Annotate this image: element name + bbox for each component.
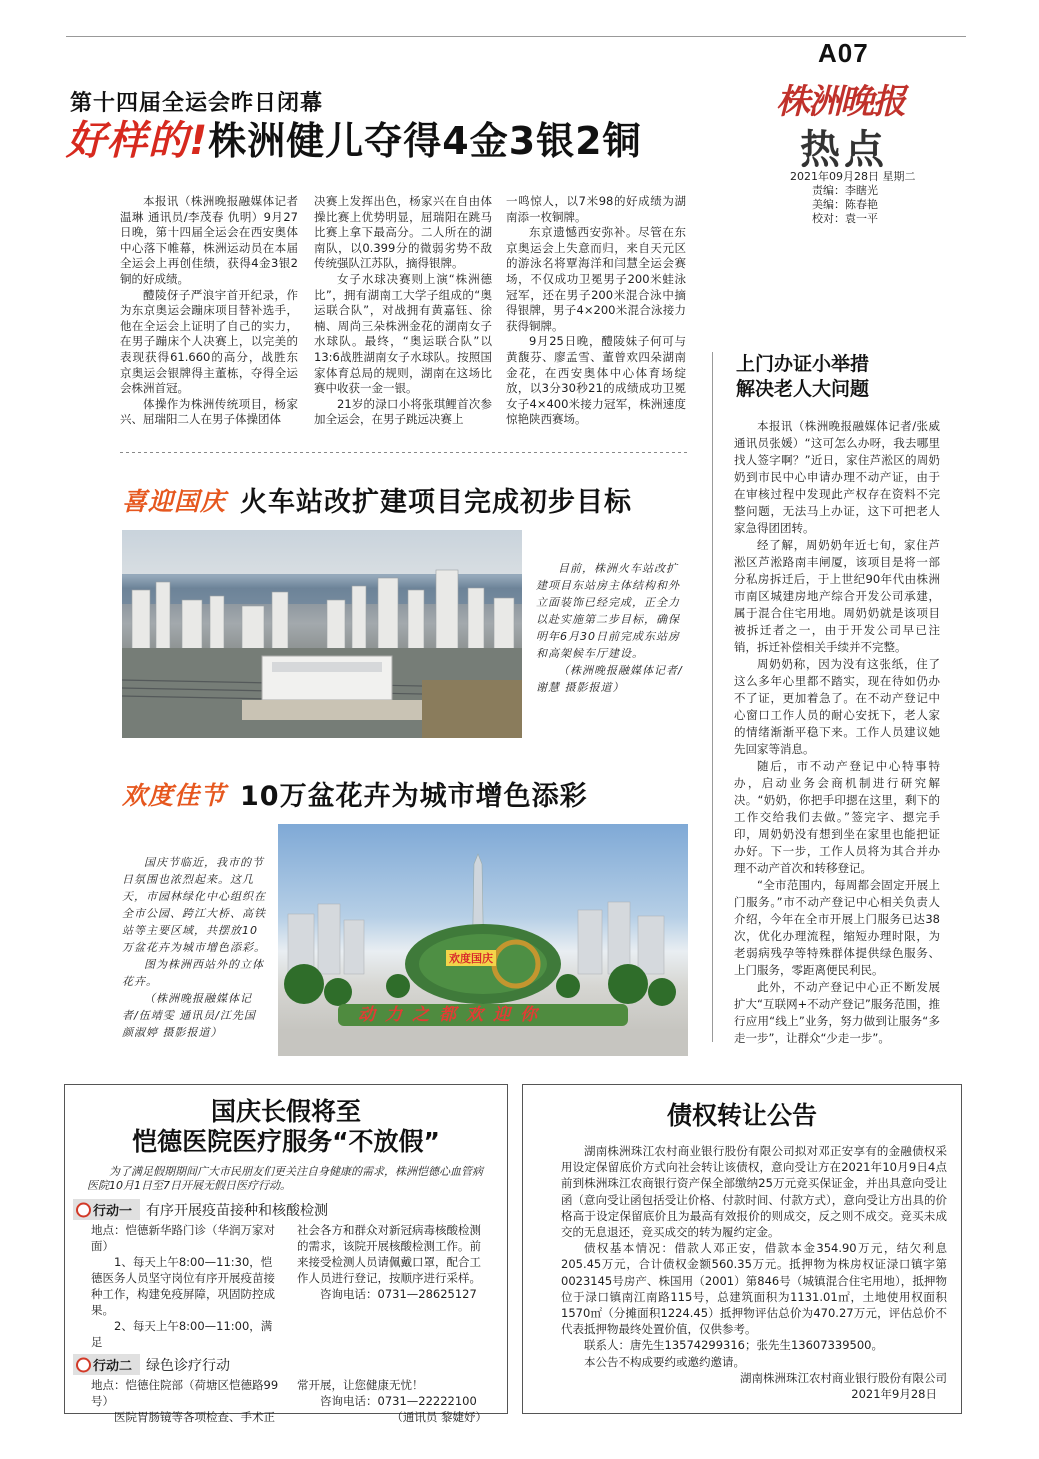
caption-credit: （株洲晚报融媒体记者/伍靖雯 通讯员/江先国 颜淑婷 摄影报道） <box>122 992 256 1039</box>
lead-column-2 <box>314 194 492 428</box>
story2-heading <box>122 480 632 519</box>
phone-line: 咨询电话：0731—22222100 <box>320 1394 477 1408</box>
text-line: 社会各方和群众对新冠病毒核酸检测的需求，该院开展核酸检测工作。前来接受检测人员请佩戴口罩，配合工作人员进行登记，按顺序进行采样。 <box>297 1223 481 1285</box>
newspaper-logo: 株洲晚报 <box>776 82 904 122</box>
lead-column-3 <box>506 194 686 428</box>
action-one-label: 行动一 <box>73 1199 140 1220</box>
story2-caption <box>536 560 686 696</box>
text-line: 1、每天上午8:00—11:30，恺德医务人员坚守岗位有序开展疫苗接种工作，构建免疫屏障，巩固防控成果。 <box>91 1255 275 1317</box>
issue-date: 2021年09月28日 星期二 <box>790 170 916 183</box>
flower-display-photo <box>278 824 688 1056</box>
section-title: 热点 <box>800 126 888 173</box>
caption-text: 目前，株洲火车站改扩建项目东站房主体结构和外立面装饰已经完成，正全力以赴实施第二步目标，确保明年6月30日前完成东站房和高架候车厅建设。 <box>536 562 680 660</box>
action-one-title: 有序开展疫苗接种和核酸检测 <box>146 1202 329 1219</box>
ad-credit: （通讯员 黎婕妤） <box>391 1410 487 1424</box>
proof-credit: 校对：袁一平 <box>812 212 878 225</box>
paragraph: “全市范围内，每周都会固定开展上门服务。”市不动产登记中心相关负责人介绍，今年在全市开展上门服务已达38次，优化办理流程，缩短办理时限，为老弱病残孕等特殊群体提供绿色服务、上门服务，零距离便民利民。 <box>734 878 940 977</box>
paragraph: 21岁的渌口小将张琪鲤首次参加全运会，在男子跳远决赛上 <box>314 396 492 427</box>
paragraph: 随后，市不动产登记中心特事特办，启动业务会商机制进行研究解决。“奶奶，你把手印摁在这里，剩下的工作交给我们去做。”签完字、摁完手印，周奶奶没有想到坐在家里也能把证办好。下一步，工作人员将为其合并办理不动产首次和转移登记。 <box>734 759 940 875</box>
action-two-right <box>297 1377 487 1425</box>
station-illustration <box>122 530 522 738</box>
hospital-ad-title: 国庆长假将至 恺德医院医疗服务“不放假” <box>132 1097 440 1156</box>
text-line: 2、每天上午8:00—11:00，满足 <box>91 1319 273 1349</box>
debt-notice-body <box>561 1143 947 1402</box>
flower-sign-small: 欢度国庆 <box>446 950 496 966</box>
text-line: 地点：恺德新华路门诊（华润万家对面） <box>91 1223 275 1253</box>
issue-meta <box>790 170 950 226</box>
action-two-title: 绿色诊疗行动 <box>146 1357 231 1374</box>
text-line: 医院胃肠镜等各项检查、手术正 <box>114 1410 275 1424</box>
page-number: A07 <box>818 38 869 68</box>
lead-headline-main: 株洲健儿夺得4金3银2铜 <box>208 119 642 163</box>
caption-text: 图为株洲西站外的立体花卉。 <box>122 958 264 988</box>
phone-line: 咨询电话：0731—28625127 <box>320 1287 477 1301</box>
paragraph: 本报讯（株洲晚报融媒体记者温琳 通讯员/李茂春 仇明）9月27日晚，第十四届全运会在西安奥体中心落下帷幕，株洲运动员在本届全运会上再创佳绩，获得4金3银2铜的好成绩。 <box>120 194 298 286</box>
paragraph: 本公告不构成要约或邀约邀请。 <box>584 1354 745 1369</box>
train-station-photo <box>122 530 522 738</box>
lead-column-1 <box>120 194 298 428</box>
side-title: 上门办证小举措 解决老人大问题 <box>736 353 870 400</box>
lead-kicker: 第十四届全运会昨日闭幕 <box>70 91 324 116</box>
story3-heading <box>122 774 588 813</box>
paragraph: 债权基本情况：借款人邓正安，借款本金354.90万元，结欠利息205.45万元，合计债权金额560.35万元。抵押物为株房权证渌口镇字第0023145号房产、株国用（2001）第846号（城镇混合住宅用地），抵押物位于渌口镇南江南路115号，总建筑面积为1131.01㎡，土地使用权面积1570㎡（分摊面积1224.45）抵押物评估总价为470.27万元，评估总价不代表抵押物最终处置价值，仅供参考。 <box>561 1241 947 1337</box>
caption-credit: （株洲晚报融媒体记者/谢慧 摄影报道） <box>536 664 683 694</box>
story2-title: 火车站改扩建项目完成初步目标 <box>240 487 633 518</box>
hospital-ad-intro: 为了满足假期期间广大市民朋友们更关注自身健康的需求，株洲恺德心血管病医院10月1日至7日开展无假日医疗行动。 <box>87 1165 483 1192</box>
paragraph: 周奶奶称，因为没有这张纸，住了这么多年心里都不踏实，现在待如仍办不了证，更加着急了。在不动产登记中心窗口工作人员的耐心安抚下，老人家的情绪渐渐平稳下来。工作人员建议她先回家等消息。 <box>734 657 940 756</box>
story3-tag: 欢度佳节 <box>122 780 227 810</box>
side-body <box>734 418 940 1047</box>
paragraph: 本报讯（株洲晚报融媒体记者/张威 通讯员张媛）“这可怎么办呀，我去哪里找人签字啊？”近日，家住芦淞区的周奶奶到市民中心申请办理不动产证，由于在审核过程中发现此产权存在资料不完整问题，无法马上办证，这下可把老人家急得团团转。 <box>734 419 940 535</box>
paragraph: 湖南株洲珠江农村商业银行股份有限公司拟对邓正安享有的金融债权采用设定保留底价方式向社会转让该债权，意向受让方在2021年10月9日4点前到株洲珠江农商银行资产保全部缴纳25万元竞买保证金，并出具意向受让函（意向受让函包括受让价格、付款时间、付款方式），意向受让方出具的价格高于设定保留底价且为最高有效报价的则成交，反之则不成交。竞买未成交的无息退还，竞买成交的转为履约定金。 <box>561 1144 947 1240</box>
signature-company: 湖南株洲珠江农村商业银行股份有限公司 <box>740 1370 947 1385</box>
story3-caption <box>122 854 266 1041</box>
hospital-ad <box>64 1084 508 1424</box>
paragraph: 女子水球决赛则上演“株洲德比”，拥有湖南工大学子组成的“奥运联合队”，对战拥有黄嘉钰、徐楠、周尚三朵株洲金花的湖南女子水球队。最终，“奥运联合队”以13:6战胜湖南女子水球队。按照国家体育总局的规则，湖南在这场比赛中收获一金一银。 <box>314 271 492 396</box>
text-line: 常开展，让您健康无忧！ <box>297 1378 424 1392</box>
artist-credit: 美编：陈春艳 <box>812 198 878 211</box>
paragraph: 经了解，周奶奶年近七旬，家住芦淞区芦淞路南丰闸厦，该项目是将一部分私房拆迁后，于上世纪90年代由株洲市南区城建房地产综合开发公司承建，属于混合住宅用地。周奶奶就是该项目被拆迁者之一，由于开发公司早已注销，拆迁补偿相关手续并不完整。 <box>734 538 940 654</box>
flower-sign-text: 动力之都欢迎你 <box>358 1005 547 1025</box>
contact-line: 联系人：唐先生13574299316；张先生13607339500。 <box>584 1338 883 1353</box>
action-one-right <box>297 1222 487 1350</box>
paragraph: 体操作为株洲传统项目，杨家兴、屈瑞阳二人在男子体操团体 <box>120 396 298 427</box>
caption-text: 国庆节临近，我市的节日氛围也浓烈起来。这几天，市园林绿化中心组织在全市公园、跨江大桥、高铁站等主要区域，共摆放10万盆花卉为城市增色添彩。 <box>122 856 266 954</box>
action-one-heading <box>73 1199 507 1220</box>
debt-notice-title: 债权转让公告 <box>666 1101 817 1130</box>
paragraph: 决赛上发挥出色，杨家兴在自由体操比赛上优势明显，屈瑞阳在跳马比赛上拿下最高分。二人所在的湖南队，以0.399分的微弱劣势不敌传统强队江苏队，摘得银牌。 <box>314 194 492 271</box>
action-two-left <box>91 1377 281 1425</box>
paragraph: 醴陵伢子严浪宇首开纪录，作为东京奥运会蹦床项目替补选手，他在全运会上证明了自己的实力，在男子蹦床个人决赛上，以完美的表现获得61.660的高分，战胜东京奥运会银牌得主董栋，夺得全运会株洲首冠。 <box>120 287 298 396</box>
lead-headline-red: 好样的! <box>66 118 209 164</box>
debt-notice <box>522 1084 962 1414</box>
action-one-left <box>91 1222 281 1350</box>
story2-tag: 喜迎国庆 <box>122 486 227 516</box>
action-two-heading <box>73 1354 507 1375</box>
editor-credit: 责编：李瞎光 <box>812 184 878 197</box>
action-one-body <box>91 1222 495 1350</box>
paragraph: 东京遗憾西安弥补。尽管在东京奥运会上失意而归，来自天元区的游泳名将覃海洋和闫慧全运会赛场，不仅成功卫冕男子200米蛙泳冠军，还在男子200米混合泳中摘得银牌，男子4×200米混合泳接力获得铜牌。 <box>506 225 686 333</box>
signature-date: 2021年9月28日 <box>851 1387 937 1402</box>
story3-title: 10万盆花卉为城市增色添彩 <box>240 781 588 812</box>
paragraph: 一鸣惊人，以7米98的好成绩为湖南添一枚铜牌。 <box>506 194 686 224</box>
action-two-body <box>91 1377 495 1425</box>
action-two-label: 行动二 <box>73 1354 140 1375</box>
lead-headline <box>66 118 642 164</box>
paragraph: 9月25日晚，醴陵妹子何可与黄馥芬、廖孟雪、董曾欢四朵湖南金花，在西安奥体中心体育场绽放，以3分30秒21的成绩成功卫冕女子4×400米接力冠军，株洲速度惊艳陕西赛场。 <box>506 334 686 427</box>
text-line: 地点：恺德住院部（荷塘区恺德路99号） <box>91 1378 279 1408</box>
paragraph: 此外，不动产登记中心正不断发展扩大“互联网+不动产登记”服务范围，推行应用“线上”业务，努力做到让服务“多走一步”，让群众“少走一步”。 <box>734 980 940 1045</box>
